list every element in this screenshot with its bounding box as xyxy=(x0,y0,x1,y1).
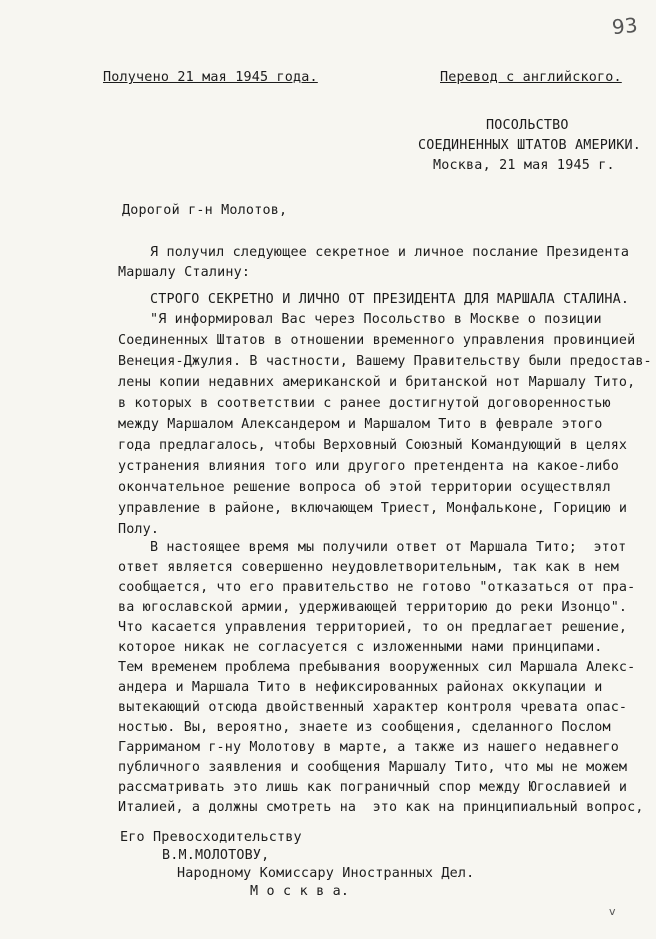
paragraph-2-line: Италией, а должны смотреть на это как на принципиальный вопрос, xyxy=(118,800,644,815)
paragraph-2-line: Гарриманом г-ну Молотову в марте, а также из нашего недавнего xyxy=(118,740,619,755)
addressee-city: М о с к в а. xyxy=(250,884,350,899)
paragraph-1-line: Соединенных Штатов в отношении временного управления провинцией xyxy=(118,333,636,348)
paragraph-1-line: устранения влияния того или другого претендента на какое-либо xyxy=(118,459,619,474)
bottom-mark: v xyxy=(609,905,616,918)
paragraph-1-line: Венеция-Джулия. В частности, Вашему Правительству были предостав- xyxy=(118,354,652,369)
paragraph-1-line: Полу. xyxy=(118,522,160,537)
paragraph-1-line: окончательное решение вопроса об этой территории осуществлял xyxy=(118,480,611,495)
page-number: 93 xyxy=(610,12,639,40)
paragraph-1-line: в которых в соответствии с ранее достигнутой договоренностью xyxy=(118,396,611,411)
received-note: Получено 21 мая 1945 года. xyxy=(103,70,318,85)
paragraph-2-line: ва югославской армии, удерживающей территорию до реки Изонцо". xyxy=(118,600,628,615)
paragraph-2-line: вытекающий отсюда двойственный характер контроля чревата опас- xyxy=(118,700,628,715)
addressee-title: Народному Комиссару Иностранных Дел. xyxy=(177,866,475,881)
paragraph-2-line: ностью. Вы, вероятно, знаете из сообщения, сделанного Послом xyxy=(118,720,611,735)
paragraph-1-line: года предлагалось, чтобы Верховный Союзный Командующий в целях xyxy=(118,438,628,453)
sender-date: Москва, 21 мая 1945 г. xyxy=(433,158,615,173)
addressee-name: В.М.МОЛОТОВУ, xyxy=(162,848,270,863)
paragraph-1-line: лены копии недавних американской и британской нот Маршалу Тито, xyxy=(118,375,636,390)
paragraph-2-line: публичного заявления и сообщения Маршалу Тито, что мы не можем xyxy=(118,760,628,775)
intro-line-2: Маршалу Сталину: xyxy=(118,265,251,280)
addressee-line-1: Его Превосходительству xyxy=(120,830,302,845)
paragraph-1-line: "Я информировал Вас через Посольство в Москве о позиции xyxy=(150,312,602,327)
intro-line-1: Я получил следующее секретное и личное послание Президента xyxy=(150,245,630,260)
paragraph-2-line: рассматривать это лишь как пограничный спор между Югославией и xyxy=(118,780,628,795)
message-heading: СТРОГО СЕКРЕТНО И ЛИЧНО ОТ ПРЕЗИДЕНТА ДЛЯ МАРШАЛА СТАЛИНА. xyxy=(150,292,630,307)
paragraph-1-line: управление в районе, включающем Триест, Монфальконе, Горицию и xyxy=(118,501,628,516)
sender-line-1: ПОСОЛЬСТВО xyxy=(486,118,569,133)
salutation: Дорогой г-н Молотов, xyxy=(122,203,288,218)
sender-line-2: СОЕДИНЕННЫХ ШТАТОВ АМЕРИКИ. xyxy=(418,138,642,153)
paragraph-2-line: В настоящее время мы получили ответ от Маршала Тито; этот xyxy=(150,540,627,555)
paragraph-2-line: андера и Маршала Тито в нефиксированных районах оккупации и xyxy=(118,680,603,695)
translation-note: Перевод с английского. xyxy=(440,70,622,85)
paragraph-2-line: Что касается управления территорией, то он предлагает решение, xyxy=(118,620,628,635)
paragraph-2-line: ответ является совершенно неудовлетворительным, так как в нем xyxy=(118,560,619,575)
paragraph-1-line: между Маршалом Александером и Маршалом Тито в феврале этого xyxy=(118,417,603,432)
paragraph-2-line: которое никак не согласуется с изложенными нами принципами. xyxy=(118,640,603,655)
paragraph-2-line: сообщается, что его правительство не готово "отказаться от пра- xyxy=(118,580,636,595)
paragraph-2-line: Тем временем проблема пребывания вооруженных сил Маршала Алекс- xyxy=(118,660,636,675)
